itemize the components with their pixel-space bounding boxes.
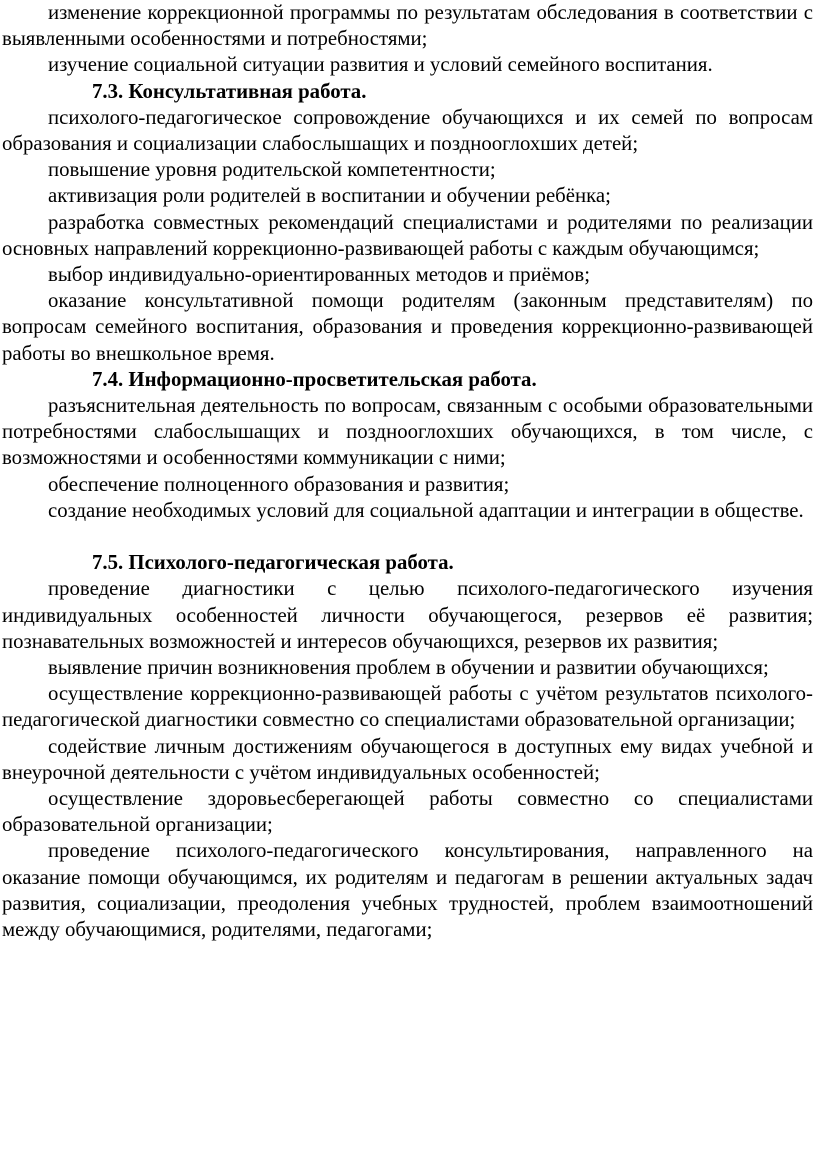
section-heading-7-3: 7.3. Консультативная работа. bbox=[92, 79, 367, 103]
list-item: проведение диагностики с целью психолого-педагогического изучения индивидуальных особенностей личности обучающегося, резервов её развития; познавательных возможностей и интересов обучающихся, резервов их развития; bbox=[2, 577, 813, 653]
list-item: создание необходимых условий для социальной адаптации и интеграции в обществе. bbox=[48, 498, 804, 522]
section-heading-7-4: 7.4. Информационно-просветительская работа. bbox=[92, 367, 537, 391]
list-item: повышение уровня родительской компетентности; bbox=[48, 158, 496, 182]
list-item: разъяснительная деятельность по вопросам, связанным с особыми образовательными потребностями слабослышащих и позднооглохших обучающихся, в том числе, с возможностями и особенностями коммуникации с ними; bbox=[2, 394, 813, 470]
list-item: осуществление коррекционно-развивающей работы с учётом результатов психолого-педагогической диагностики совместно со специалистами образовательной организации; bbox=[2, 682, 813, 732]
list-item: осуществление здоровьесберегающей работы совместно со специалистами образовательной организации; bbox=[2, 787, 813, 837]
list-item: оказание консультативной помощи родителям (законным представителям) по вопросам семейного воспитания, образования и проведения коррекционно-развивающей работы во внешкольное время. bbox=[2, 289, 813, 365]
list-item: изучение социальной ситуации развития и условий семейного воспитания. bbox=[48, 53, 713, 77]
list-item: разработка совместных рекомендаций специалистами и родителями по реализации основных направлений коррекционно-развивающей работы с каждым обучающимся; bbox=[2, 210, 813, 260]
list-item: выбор индивидуально-ориентированных методов и приёмов; bbox=[48, 263, 591, 287]
blank-line bbox=[2, 524, 813, 550]
list-item: содействие личным достижениям обучающегося в доступных ему видах учебной и внеурочной деятельности с учётом индивидуальных особенностей; bbox=[2, 734, 813, 784]
list-item: обеспечение полноценного образования и развития; bbox=[48, 472, 510, 496]
list-item: проведение психолого-педагогического консультирования, направленного на оказание помощи обучающимся, их родителям и педагогам в решении актуальных задач развития, социализации, преодоления учебных трудностей, проблем взаимоотношений между обучающимися, родителями, педагогами; bbox=[2, 839, 813, 942]
list-item: психолого-педагогическое сопровождение обучающихся и их семей по вопросам образования и социализации слабослышащих и позднооглохших детей; bbox=[2, 105, 813, 156]
list-item: изменение коррекционной программы по результатам обследования в соответствии с выявленными особенностями и потребностями; bbox=[2, 1, 813, 51]
list-item: выявление причин возникновения проблем в обучении и развитии обучающихся; bbox=[48, 656, 769, 680]
list-item: активизация роли родителей в воспитании и обучении ребёнка; bbox=[48, 184, 611, 208]
section-heading-7-5: 7.5. Психолого-педагогическая работа. bbox=[92, 551, 454, 575]
